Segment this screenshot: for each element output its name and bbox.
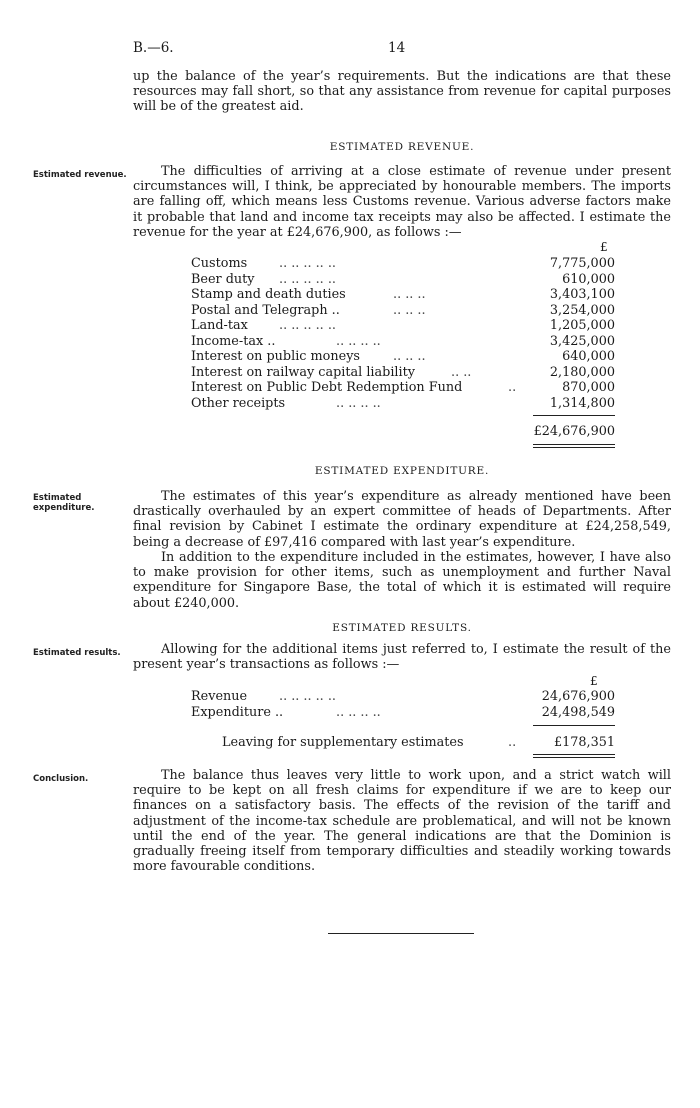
expenditure-paragraph-2: In addition to the expenditure included in the estimates, however, I have also to make provision for other items, such as unemployment and further Naval expenditure for Singapore Base, the total of which it is estimated will require about £240,000. [133, 550, 671, 611]
revenue-row [191, 318, 615, 334]
revenue-row-leader: .. .. .. [393, 302, 426, 318]
revenue-row-leader: .. .. .. [393, 349, 426, 364]
expenditure-heading: ESTIMATED EXPENDITURE. [314, 465, 490, 477]
revenue-row-leader: .. .. .. .. .. [279, 318, 336, 333]
results-paragraph: Allowing for the additional items just referred to, I estimate the result of the present year’s transactions as follows :— [133, 642, 671, 673]
expenditure-side-note [33, 493, 94, 513]
results-heading: ESTIMATED RESULTS. [332, 622, 472, 634]
revenue-row-amount: 3,425,000 [549, 333, 615, 349]
revenue-row [191, 272, 615, 288]
revenue-row-leader: .. [508, 380, 517, 395]
revenue-paragraph: The difficulties of arriving at a close estimate of revenue under present circumstances will, I think, be appreciated by honourable members. The imports are falling off, which means less Customs revenue. Various adverse factors make it probable that land and income tax receipts may also be affected. I estimate the revenue for the year at £24,676,900, as follows :— [133, 164, 671, 240]
results-sum-rule [533, 725, 615, 726]
conclusion-side-note: Conclusion. [33, 774, 89, 784]
revenue-row-label: Interest on Public Debt Redemption Fund [191, 380, 463, 395]
results-currency-header: £ [590, 674, 598, 688]
revenue-row-amount: 1,205,000 [549, 318, 615, 333]
revenue-row-amount: 3,403,100 [549, 287, 615, 302]
revenue-row-leader: .. .. .. [393, 287, 426, 302]
revenue-row [191, 303, 615, 319]
conclusion-paragraph: The balance thus leaves very little to work upon, and a strict watch will require to be kept on all fresh claims for expenditure if we are to keep our finances on a satisfactory basis. The effects of the revision of the tariff and adjustment of the income-tax schedule are problematical, and will not be known until the end of the year. The general indications are that the Dominion is gradually freeing itself from temporary difficulties and steadily working towards more favourable conditions. [133, 768, 671, 875]
revenue-row [191, 380, 615, 396]
results-row-leader: .. .. .. .. [336, 704, 381, 720]
revenue-row [191, 396, 615, 412]
results-row [191, 689, 615, 705]
revenue-row-amount: 610,000 [562, 271, 615, 287]
revenue-row-label: Beer duty [191, 271, 255, 287]
revenue-row [191, 287, 615, 303]
revenue-row-amount: 2,180,000 [549, 364, 615, 380]
header-reference: B.—6. [133, 40, 174, 56]
results-row-amount: 24,676,900 [541, 689, 615, 704]
results-total-rule [533, 754, 615, 755]
results-row-label: Revenue [191, 689, 248, 704]
intro-paragraph: up the balance of the year’s requirements. But the indications are that these resources may fall short, so that any assistance from revenue for capital purposes will be of the greatest aid. [133, 69, 671, 115]
revenue-row-label: Interest on public moneys [191, 349, 360, 364]
revenue-row-amount: 870,000 [562, 380, 615, 395]
results-leaving-label: Leaving for supplementary estimates [222, 735, 464, 750]
results-leaving-leader: .. [508, 735, 517, 750]
expenditure-side-note-line2: expenditure. [33, 503, 95, 513]
revenue-row-label: Land-tax [191, 318, 248, 333]
revenue-row-leader: .. .. .. .. [336, 395, 381, 411]
revenue-row-leader: .. .. .. .. .. [279, 256, 336, 271]
revenue-heading: ESTIMATED REVENUE. [329, 141, 475, 153]
revenue-row-leader: .. .. .. .. .. [279, 271, 336, 287]
revenue-total-double-rule [533, 447, 615, 448]
expenditure-paragraph-1: The estimates of this year’s expenditure as already mentioned have been drastically overhauled by an expert committee of heads of Departments. After final revision by Cabinet I estimate the ordinary expenditure at £24,258,549, being a decrease of £97,416 compared with last year’s expenditure. [133, 489, 671, 550]
page-number: 14 [388, 40, 406, 56]
revenue-row [191, 334, 615, 350]
revenue-row-label: Postal and Telegraph .. [191, 302, 340, 318]
revenue-side-note: Estimated revenue. [33, 170, 127, 180]
revenue-row-leader: .. .. .. .. [336, 333, 381, 349]
revenue-row-amount: 7,775,000 [549, 256, 615, 271]
revenue-row [191, 349, 615, 365]
results-row-leader: .. .. .. .. .. [279, 689, 336, 704]
results-row [191, 705, 615, 721]
revenue-row-label: Stamp and death duties [191, 287, 346, 302]
expenditure-side-note-line1: Estimated [33, 493, 82, 503]
revenue-row-label: Interest on railway capital liability [191, 364, 415, 380]
closing-rule [328, 933, 474, 934]
results-row-amount: 24,498,549 [541, 704, 615, 720]
revenue-row [191, 365, 615, 381]
revenue-total-rule [533, 444, 615, 445]
revenue-row-label: Income-tax .. [191, 333, 276, 349]
results-side-note: Estimated results. [33, 648, 121, 658]
revenue-row [191, 256, 615, 272]
results-row-label: Expenditure .. [191, 704, 284, 720]
results-total-double-rule [533, 757, 615, 758]
results-leaving-amount: £178,351 [553, 735, 615, 750]
revenue-row-label: Other receipts [191, 395, 286, 411]
revenue-row-leader: .. .. [451, 364, 472, 380]
revenue-row-amount: 3,254,000 [549, 302, 615, 318]
revenue-total: £24,676,900 [533, 424, 615, 439]
revenue-row-amount: 640,000 [562, 349, 615, 364]
revenue-currency-header: £ [600, 240, 608, 254]
revenue-row-amount: 1,314,800 [549, 395, 615, 411]
revenue-sum-rule [533, 415, 615, 416]
results-leaving-row [222, 735, 615, 751]
revenue-row-label: Customs [191, 256, 248, 271]
